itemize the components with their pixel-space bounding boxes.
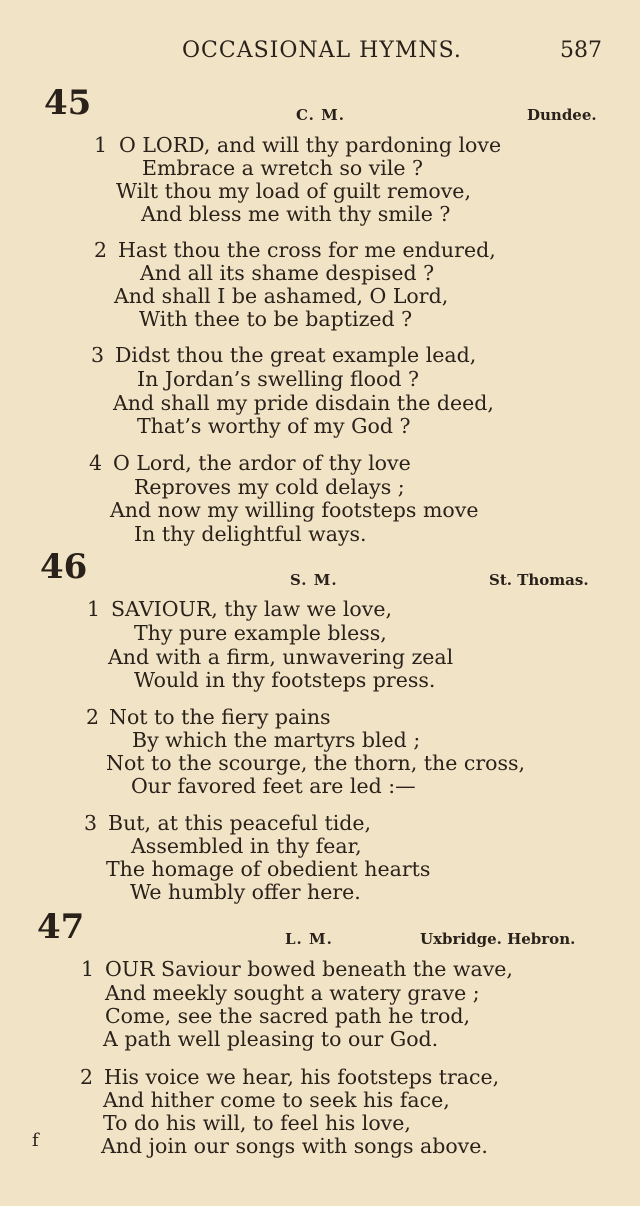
hymn-number: 46	[40, 547, 88, 587]
hymn-line: Our favored feet are led :—	[131, 774, 416, 798]
verse-number: 1	[87, 597, 101, 621]
hymn-line: Hast thou the cross for me endured,	[118, 238, 496, 262]
hymn-line: To do his will, to feel his love,	[103, 1111, 411, 1135]
hymn-number: 45	[44, 83, 92, 123]
running-header	[0, 38, 640, 72]
verse-number: 2	[94, 238, 108, 262]
verse-number: 3	[91, 343, 105, 367]
hymn-line: His voice we hear, his footsteps trace,	[104, 1065, 500, 1089]
page-number: 587	[560, 38, 602, 63]
hymn-line: And join our songs with songs above.	[101, 1134, 488, 1158]
hymn-line: Not to the scourge, the thorn, the cross,	[106, 751, 526, 775]
hymn-tune: Uxbridge. Hebron.	[420, 930, 576, 948]
hymn-line: Would in thy footsteps press.	[134, 668, 436, 692]
hymn-line: By which the martyrs bled ;	[132, 728, 421, 752]
hymn-line: And all its shame despised ?	[140, 261, 435, 285]
hymn-line: Not to the fiery pains	[109, 705, 331, 729]
hymn-line: In Jordan’s swelling flood ?	[137, 367, 419, 391]
signature-mark: f	[32, 1130, 39, 1151]
hymn-line: OUR Saviour bowed beneath the wave,	[105, 957, 513, 981]
hymn-line: SAVIOUR, thy law we love,	[111, 597, 392, 621]
section-title: OCCASIONAL HYMNS.	[182, 38, 462, 63]
hymn-line: Wilt thou my load of guilt remove,	[116, 179, 471, 203]
hymn-meter: S. M.	[290, 571, 338, 589]
verse-number: 1	[81, 957, 95, 981]
hymn-line: The homage of obedient hearts	[106, 857, 431, 881]
hymn-line: In thy delightful ways.	[134, 522, 367, 546]
verse-number: 2	[86, 705, 100, 729]
hymn-tune: Dundee.	[527, 106, 597, 124]
hymn-meter: L. M.	[285, 930, 333, 948]
hymn-line: And shall my pride disdain the deed,	[113, 391, 494, 415]
verse-number: 1	[94, 133, 108, 157]
verse-number: 4	[89, 451, 103, 475]
verse-number: 2	[80, 1065, 94, 1089]
hymn-line: And shall I be ashamed, O Lord,	[114, 284, 449, 308]
hymn-line: Embrace a wretch so vile ?	[142, 156, 424, 180]
hymn-meter: C. M.	[296, 106, 345, 124]
hymn-line: And meekly sought a watery grave ;	[105, 981, 480, 1005]
hymn-line: A path well pleasing to our God.	[103, 1027, 439, 1051]
hymn-line: But, at this peaceful tide,	[108, 811, 372, 835]
hymn-line: O Lord, the ardor of thy love	[113, 451, 411, 475]
hymn-line: Reproves my cold delays ;	[134, 475, 405, 499]
hymn-line: With thee to be baptized ?	[139, 307, 413, 331]
hymn-line: Thy pure example bless,	[134, 621, 387, 645]
hymn-line: And hither come to seek his face,	[103, 1088, 450, 1112]
hymn-line: Assembled in thy fear,	[131, 834, 362, 858]
hymn-tune: St. Thomas.	[489, 571, 589, 589]
hymn-line: And with a firm, unwavering zeal	[108, 645, 454, 669]
hymn-number: 47	[37, 907, 85, 947]
hymn-line: And now my willing footsteps move	[110, 498, 479, 522]
hymn-line: And bless me with thy smile ?	[141, 202, 451, 226]
hymn-line: That’s worthy of my God ?	[137, 414, 411, 438]
hymn-line: Didst thou the great example lead,	[115, 343, 477, 367]
hymn-line: We humbly offer here.	[130, 880, 361, 904]
hymn-line: O LORD, and will thy pardoning love	[119, 133, 502, 157]
hymn-line: Come, see the sacred path he trod,	[105, 1004, 470, 1028]
verse-number: 3	[84, 811, 98, 835]
